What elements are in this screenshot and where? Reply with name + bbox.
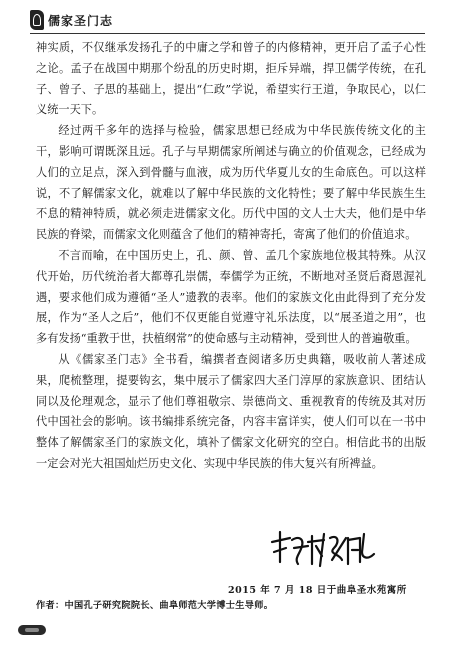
paragraph-2: 经过两千多年的选择与检验，儒家思想已经成为中华民族传统文化的主干，影响可谓既深且远。孔子与早期儒家所阐述与确立的价值观念，已经成为人们的立足点，深入到骨髓与血液，成为历代华夏儿女的生命底色。可以这样说，不了解儒家文化，就难以了解中华民族的文化特性；要了解中华民族生生不息的精神特质，就必须走进儒家文化。历代中国的文人士大夫，他们是中华民族的脊梁，而儒家文化则蕴含了他们的精神寄托，寄寓了他们的价值追求。: [36, 124, 426, 242]
author-description: 中国孔子研究院院长、曲阜师范大学博士生导师。: [64, 600, 274, 611]
header-title: 儒家圣门志: [48, 13, 114, 28]
paragraph-3: 不言而喻，在中国历史上，孔、颜、曾、孟几个家族地位极其特殊。从汉代开始，历代统治者大都尊孔崇儒，奉儒学为正统，不断地对圣贤后裔恩渥礼遇，要求他们成为遵循“圣人”遗教的表率。他们的家族文化由此得到了充分发展，作为“圣人之后”，他们不仅更能自觉遵守礼乐法度，以“展圣道之用”，也多有发扬“重教于世，扶植纲常”的使命感与主动精神，受到世人的普遍敬重。: [36, 248, 426, 346]
book-logo-icon: [30, 10, 44, 30]
paragraph-4: 从《儒家圣门志》全书看，编撰者查阅诸多历史典籍，吸收前人著述成果，爬梳整理，提要钩玄，集中展示了儒家四大圣门淳厚的家族意识、团结认同以及伦理观念，显示了他们尊祖敬宗、崇德尚文、重视教育的传统及其对历代中国社会的影响。该书编排系统完备，内容丰富详实，使人们可以在一书中整体了解儒家圣门的家族文化，填补了儒家文化研究的空白。相信此书的出版一定会对光大祖国灿烂历史文化、实现中华民族的伟大复兴有所裨益。: [36, 352, 426, 470]
preface-body: [36, 38, 426, 475]
author-note: [36, 597, 273, 611]
signing-date: 2015 年 7 月 18 日于曲阜圣水苑寓所: [228, 585, 407, 596]
author-label: 作者：: [36, 600, 65, 611]
header-rule: [30, 33, 425, 34]
page-number-badge-icon: [18, 625, 46, 635]
handwritten-signature: [268, 528, 378, 570]
running-header: [30, 8, 425, 32]
paragraph-1: 神实质，不仅继承发扬孔子的中庸之学和曾子的内修精神，更开启了孟子心性之论。孟子在战国中期那个纷乱的历史时期，拒斥异端，捍卫儒学传统，在孔子、曾子、子思的基础上，提出“仁政”学说，希望实行王道，争取民心，以仁义统一天下。: [36, 41, 426, 117]
